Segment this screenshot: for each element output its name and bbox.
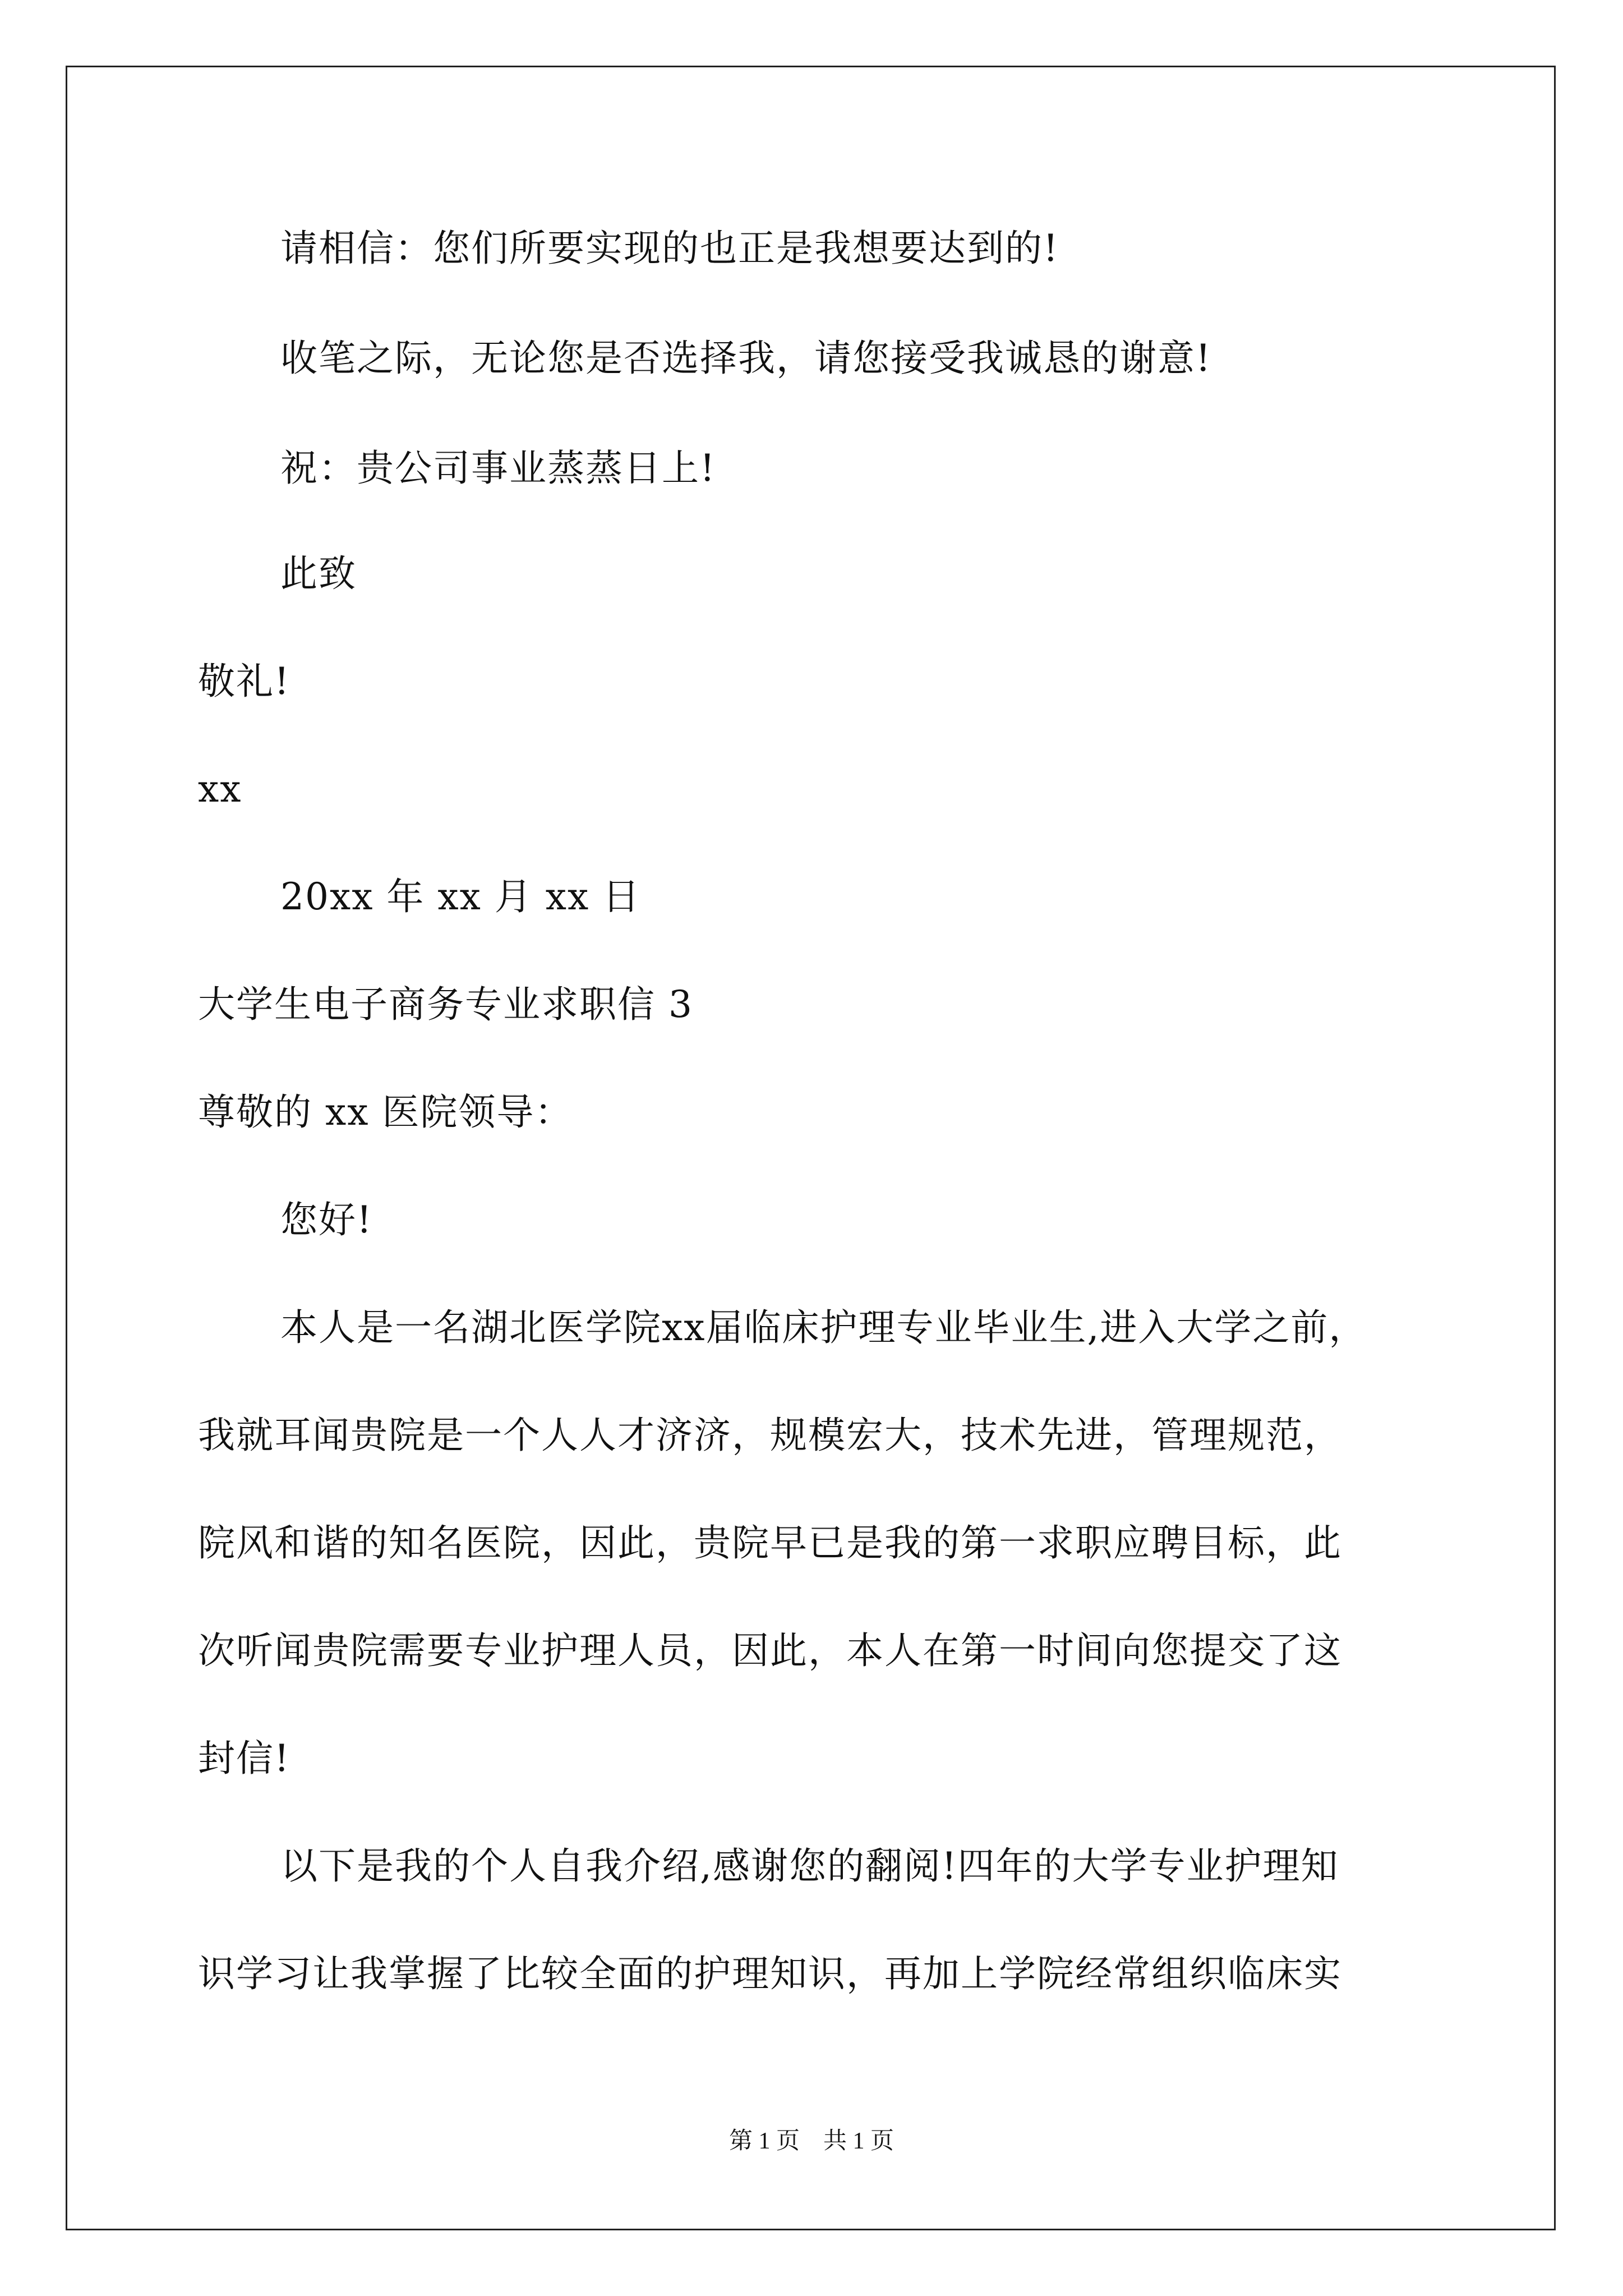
- text-line-5: 敬礼!: [198, 660, 291, 703]
- text-line-2: 收笔之际，无论您是否选择我，请您接受我诚恳的谢意!: [280, 337, 1212, 380]
- text-line-14: 次听闻贵院需要专业护理人员，因此，本人在第一时间向您提交了这: [198, 1629, 1342, 1672]
- text-line-17: 识学习让我掌握了比较全面的护理知识，再加上学院经常组织临床实: [198, 1952, 1342, 1995]
- section-heading: 大学生电子商务专业求职信 3: [198, 983, 693, 1026]
- text-line-4: 此致: [280, 552, 357, 595]
- salutation: 尊敬的 xx 医院领导：: [198, 1091, 573, 1134]
- text-line-13: 院风和谐的知名医院，因此，贵院早已是我的第一求职应聘目标，此: [198, 1521, 1342, 1565]
- text-line-11: 本人是一名湖北医学院xx届临床护理专业毕业生,进入大学之前，: [280, 1306, 1367, 1349]
- greeting: 您好!: [280, 1198, 373, 1241]
- text-line-16: 以下是我的个人自我介绍,感谢您的翻阅!四年的大学专业护理知: [280, 1844, 1339, 1888]
- text-line-15: 封信!: [198, 1737, 291, 1780]
- text-line-6: xx: [198, 767, 242, 811]
- page-border: [66, 66, 1556, 2230]
- text-line-3: 祝：贵公司事业蒸蒸日上!: [280, 447, 716, 490]
- text-line-12: 我就耳闻贵院是一个人人才济济，规模宏大，技术先进，管理规范，: [198, 1414, 1342, 1457]
- text-line-7: 20xx 年 xx 月 xx 日: [280, 875, 641, 918]
- text-line-1: 请相信：您们所要实现的也正是我想要达到的!: [280, 227, 1059, 270]
- page-footer: 第 1 页 共 1 页: [728, 2128, 894, 2154]
